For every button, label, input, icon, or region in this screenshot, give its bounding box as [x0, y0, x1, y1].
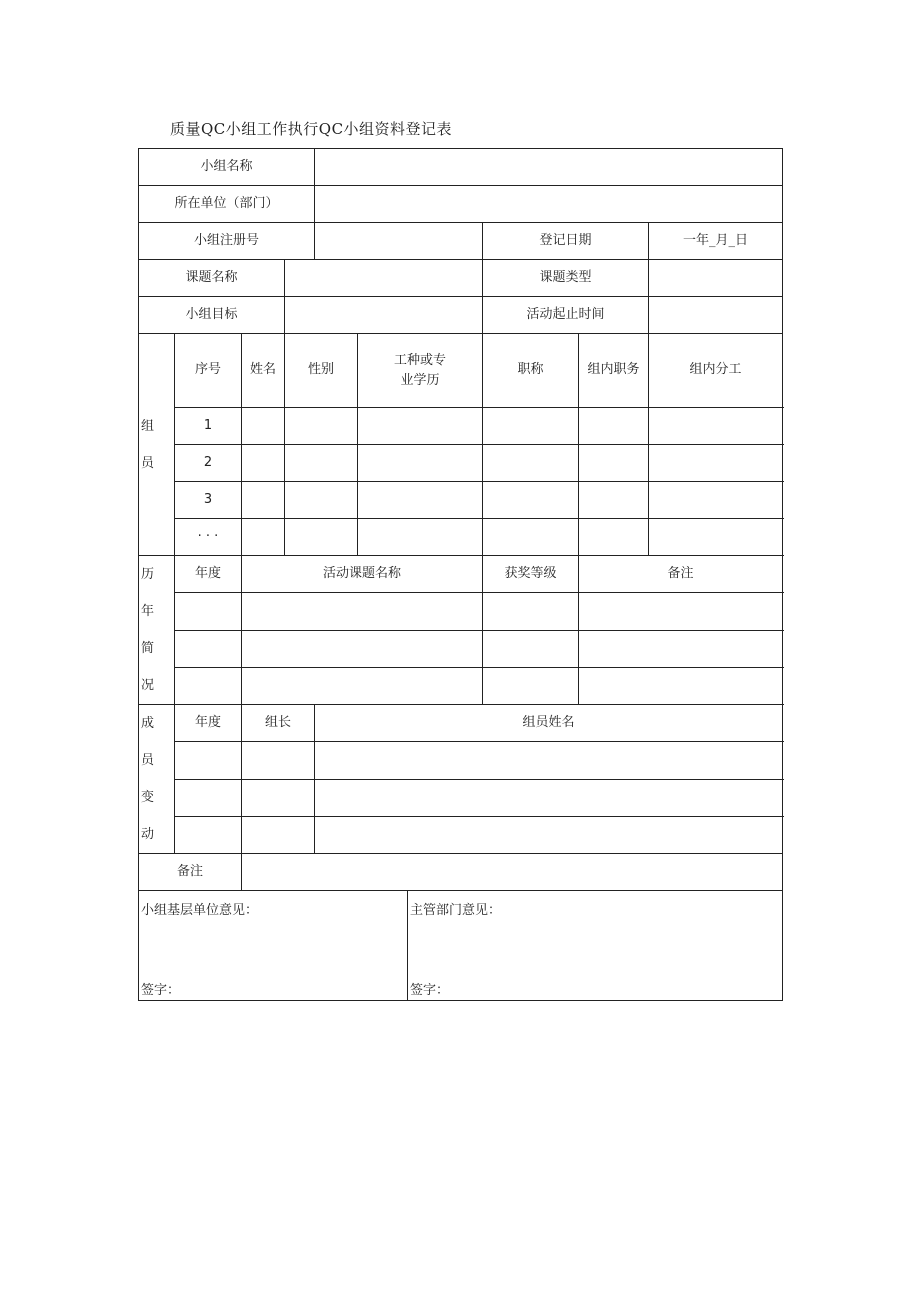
changes-row: [139, 816, 783, 853]
history-award-cell[interactable]: [483, 667, 579, 704]
history-row: [139, 630, 783, 667]
member-name-cell[interactable]: [242, 519, 285, 556]
unit-field[interactable]: [315, 186, 783, 223]
member-title-cell[interactable]: [483, 445, 579, 482]
remarks-field[interactable]: [242, 854, 783, 891]
member-row: [139, 519, 783, 556]
member-gender-cell[interactable]: [285, 482, 358, 519]
history-note-header: 备注: [579, 556, 783, 593]
activity-period-field[interactable]: [649, 297, 783, 334]
changes-row: [139, 742, 783, 779]
member-duty-cell[interactable]: [649, 408, 783, 445]
changes-names-header: 组员姓名: [315, 705, 783, 742]
col-duty-header: 组内分工: [649, 334, 783, 408]
members-header-row: [139, 334, 783, 408]
changes-leader-cell[interactable]: [242, 779, 315, 816]
dept-opinion-box[interactable]: [408, 891, 783, 1001]
reg-date-field[interactable]: 一年_月_日: [649, 223, 783, 260]
member-gender-cell[interactable]: [285, 519, 358, 556]
col-seq-header: 序号: [175, 334, 242, 408]
topic-type-label: 课题类型: [483, 260, 649, 297]
member-duty-cell[interactable]: [649, 445, 783, 482]
history-row: [139, 593, 783, 630]
history-note-cell[interactable]: [579, 667, 783, 704]
col-name-header: 姓名: [242, 334, 285, 408]
dept-opinion-label: 主管部门意见：: [410, 903, 502, 918]
changes-header-row: [139, 705, 783, 742]
col-trade-header: 工种或专 业学历: [358, 334, 483, 408]
history-header-row: [139, 556, 783, 593]
col-role-header: 组内职务: [579, 334, 649, 408]
remarks-label: 备注: [139, 854, 242, 891]
history-year-header: 年度: [175, 556, 242, 593]
history-award-header: 获奖等级: [483, 556, 579, 593]
group-name-field[interactable]: [315, 149, 783, 186]
unit-opinion-box[interactable]: [139, 891, 408, 1001]
changes-year-cell[interactable]: [175, 742, 242, 779]
history-award-cell[interactable]: [483, 630, 579, 667]
changes-names-cell[interactable]: [315, 779, 783, 816]
member-name-cell[interactable]: [242, 408, 285, 445]
history-topic-cell[interactable]: [242, 593, 483, 630]
member-name-cell[interactable]: [242, 482, 285, 519]
history-year-cell[interactable]: [175, 667, 242, 704]
member-title-cell[interactable]: [483, 482, 579, 519]
changes-leader-header: 组长: [242, 705, 315, 742]
member-gender-cell[interactable]: [285, 408, 358, 445]
dept-sign-label: 签字：: [410, 983, 450, 999]
goal-label: 小组目标: [139, 297, 285, 334]
member-trade-cell[interactable]: [358, 408, 483, 445]
history-row: [139, 667, 783, 704]
member-seq: 2: [175, 445, 242, 482]
member-duty-cell[interactable]: [649, 519, 783, 556]
col-gender-header: 性别: [285, 334, 358, 408]
changes-names-cell[interactable]: [315, 816, 783, 853]
changes-leader-cell[interactable]: [242, 816, 315, 853]
member-role-cell[interactable]: [579, 482, 649, 519]
row-reg: [139, 223, 783, 260]
changes-side-label: 成 员 变 动: [139, 705, 175, 854]
changes-year-cell[interactable]: [175, 816, 242, 853]
form-title: 质量QC小组工作执行QC小组资料登记表: [170, 120, 453, 138]
history-note-cell[interactable]: [579, 630, 783, 667]
registration-form: [138, 148, 783, 1001]
unit-opinion-label: 小组基层单位意见：: [141, 903, 259, 918]
goal-field[interactable]: [285, 297, 483, 334]
member-role-cell[interactable]: [579, 445, 649, 482]
member-seq: 1: [175, 408, 242, 445]
unit-label: 所在单位（部门）: [139, 186, 315, 223]
history-topic-cell[interactable]: [242, 630, 483, 667]
changes-leader-cell[interactable]: [242, 742, 315, 779]
member-trade-cell[interactable]: [358, 482, 483, 519]
row-unit: [139, 186, 783, 223]
row-goal: [139, 297, 783, 334]
reg-no-field[interactable]: [315, 223, 483, 260]
member-row: [139, 445, 783, 482]
row-group-name: [139, 149, 783, 186]
group-name-label: 小组名称: [139, 149, 315, 186]
changes-year-header: 年度: [175, 705, 242, 742]
member-role-cell[interactable]: [579, 408, 649, 445]
history-note-cell[interactable]: [579, 593, 783, 630]
activity-period-label: 活动起止时间: [483, 297, 649, 334]
topic-type-field[interactable]: [649, 260, 783, 297]
member-title-cell[interactable]: [483, 408, 579, 445]
topic-name-label: 课题名称: [139, 260, 285, 297]
remarks-row: [139, 854, 783, 891]
history-topic-cell[interactable]: [242, 667, 483, 704]
member-title-cell[interactable]: [483, 519, 579, 556]
opinions-row: [139, 891, 783, 1001]
reg-date-label: 登记日期: [483, 223, 649, 260]
changes-names-cell[interactable]: [315, 742, 783, 779]
topic-name-field[interactable]: [285, 260, 483, 297]
member-name-cell[interactable]: [242, 445, 285, 482]
changes-row: [139, 779, 783, 816]
member-duty-cell[interactable]: [649, 482, 783, 519]
member-role-cell[interactable]: [579, 519, 649, 556]
changes-year-cell[interactable]: [175, 779, 242, 816]
member-row: [139, 482, 783, 519]
member-gender-cell[interactable]: [285, 445, 358, 482]
row-topic: [139, 260, 783, 297]
reg-no-label: 小组注册号: [139, 223, 315, 260]
history-topic-header: 活动课题名称: [242, 556, 483, 593]
member-row: [139, 408, 783, 445]
history-award-cell[interactable]: [483, 593, 579, 630]
member-trade-cell[interactable]: [358, 519, 483, 556]
unit-sign-label: 签字：: [141, 983, 181, 999]
member-trade-cell[interactable]: [358, 445, 483, 482]
history-side-label: 历 年 简 况: [139, 556, 175, 705]
members-side-label: 组 员: [139, 334, 175, 556]
history-year-cell[interactable]: [175, 593, 242, 630]
col-title-header: 职称: [483, 334, 579, 408]
member-seq: · · ·: [175, 519, 242, 556]
history-year-cell[interactable]: [175, 630, 242, 667]
member-seq: 3: [175, 482, 242, 519]
